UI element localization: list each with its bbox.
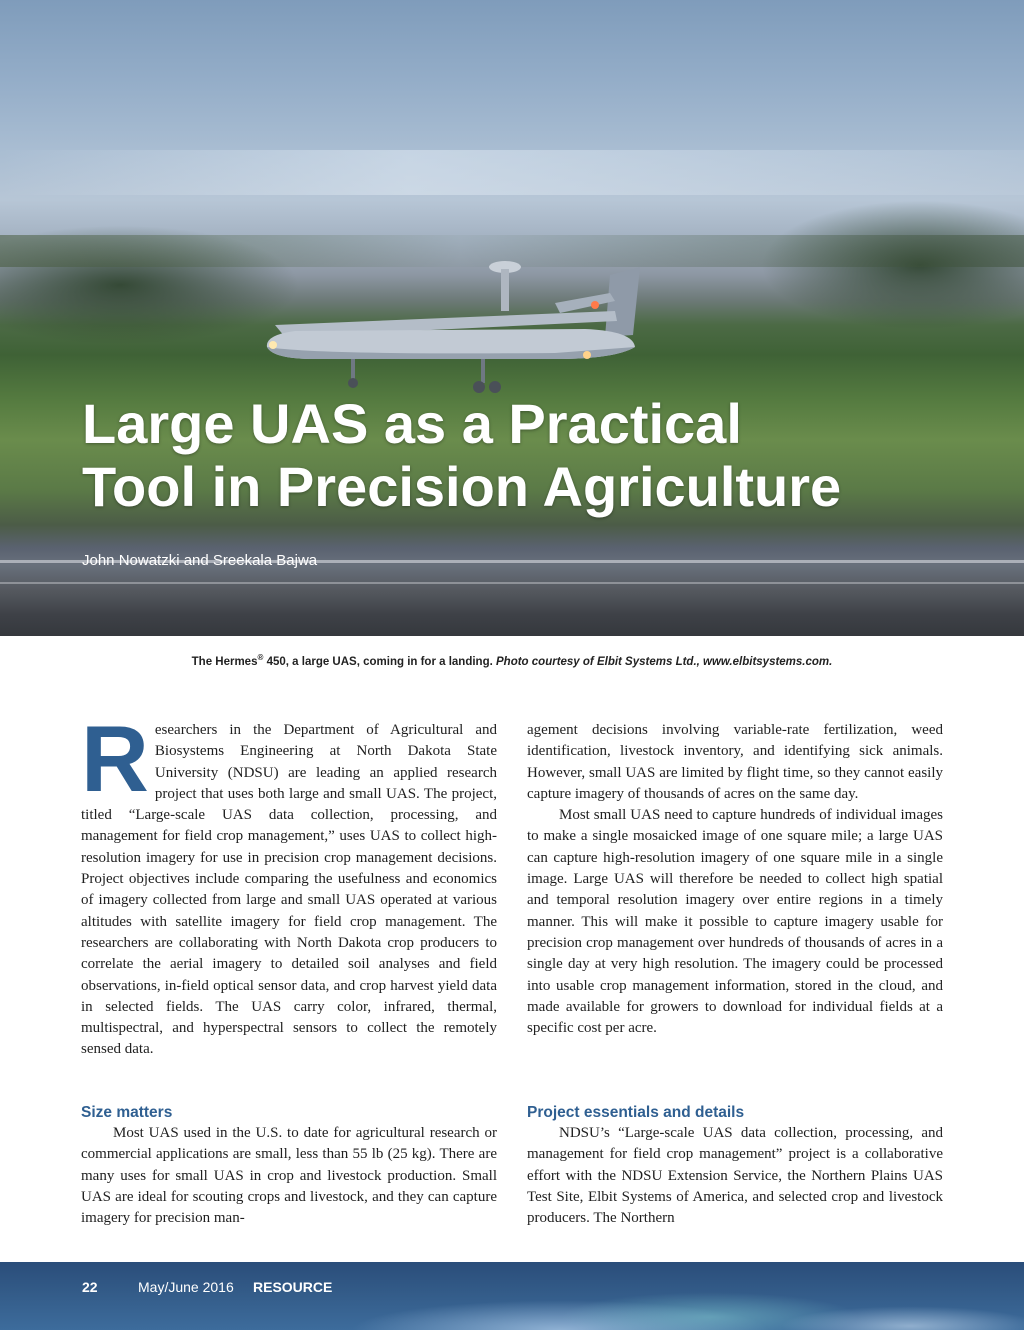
article-title-line-1: Large UAS as a Practical (82, 392, 742, 455)
article-title (82, 392, 962, 518)
section-heading-project-essentials: Project essentials and details (527, 1104, 745, 1121)
article-column-left (81, 706, 497, 1061)
runway-line-lower (0, 582, 1024, 584)
size-matters-paragraph: Most UAS used in the U.S. to date for agricultural research or commercial applications are small, less than 55 lb (25 kg). There are many uses for small UAS in crop and livestock production. Small UAS are ideal for scouting crops and livestock, and they can capture imagery for precision man- (81, 1125, 497, 1227)
intro-paragraph (81, 706, 497, 1061)
article-title-line-2: Tool in Precision Agriculture (82, 455, 842, 518)
page-number: 22 (82, 1279, 98, 1295)
uav-aircraft-illustration (255, 255, 655, 400)
hero-photo (0, 0, 1024, 636)
sky-motion-streak (0, 150, 1024, 195)
intro-paragraph-text: esearchers in the Department of Agricultural and Biosystems Engineering at North Dakota State University (NDSU) are leading an applied research project that uses both large and small UAS. The project, titled “Large-scale UAS data collection, processing, and management for field crop management,” uses UAS to collect high-resolution imagery for use in precision crop management decisions. Project objectives include comparing the usefulness and economics of imagery collected from large and small UAS operated at various altitudes with satellite imagery for field crop management. The researchers are collaborating with North Dakota crop producers to correlate the aerial imagery to detailed soil analyses and field observations, in-field optical sensor data, and crop harvest yield data in selected fields. The UAS carry color, infrared, thermal, multispectral, and hyperspectral sensors to collect the remotely sensed data. (81, 722, 497, 1058)
drop-cap: R (81, 706, 149, 811)
photo-caption (0, 653, 1024, 668)
registered-mark: ® (257, 653, 264, 662)
caption-text-end: 450, a large UAS, coming in for a landing. (263, 655, 496, 668)
project-essentials-paragraph: NDSU’s “Large-scale UAS data collection, processing, and management for field crop management” project is a collaborative effort with the NDSU Extension Service, the Northern Plains UAS Test Site, Elbit Systems of America, and selected crop and livestock producers. The Northern (527, 1125, 943, 1227)
publication-name: RESOURCE (253, 1279, 333, 1295)
photo-credit: Photo courtesy of Elbit Systems Ltd., www.elbitsystems.com. (496, 655, 833, 668)
right-column-paragraph-2: Most small UAS need to capture hundreds of individual images to make a single mosaicked image of one square mile; a large UAS can capture high-resolution imagery of one square mile in a single image. Large UAS will therefore be needed to collect high spatial and temporal resolution imagery over entire regions in a timely manner. This will make it possible to capture imagery usable for precision crop management over hundreds of thousands of acres in a single day at very high resolution. The imagery could be processed into usable crop management information, stored in the cloud, and made available for growers to download for individual fields at a specific cost per acre. (527, 807, 943, 1037)
project-essentials-section (527, 1102, 943, 1229)
caption-text-start: The Hermes (191, 655, 258, 668)
article-column-right (527, 720, 943, 1039)
size-matters-section (81, 1102, 497, 1229)
author-byline: John Nowatzki and Sreekala Bajwa (82, 552, 318, 569)
issue-date: May/June 2016 (138, 1279, 234, 1295)
right-column-paragraph-1: agement decisions involving variable-rate fertilization, weed identification, livestock inventory, and identifying sick animals. However, small UAS are limited by flight time, so they cannot easily capture imagery of thousands of acres on the same day. (527, 722, 943, 802)
page-footer-band (0, 1262, 1024, 1330)
section-heading-size-matters: Size matters (81, 1104, 173, 1121)
